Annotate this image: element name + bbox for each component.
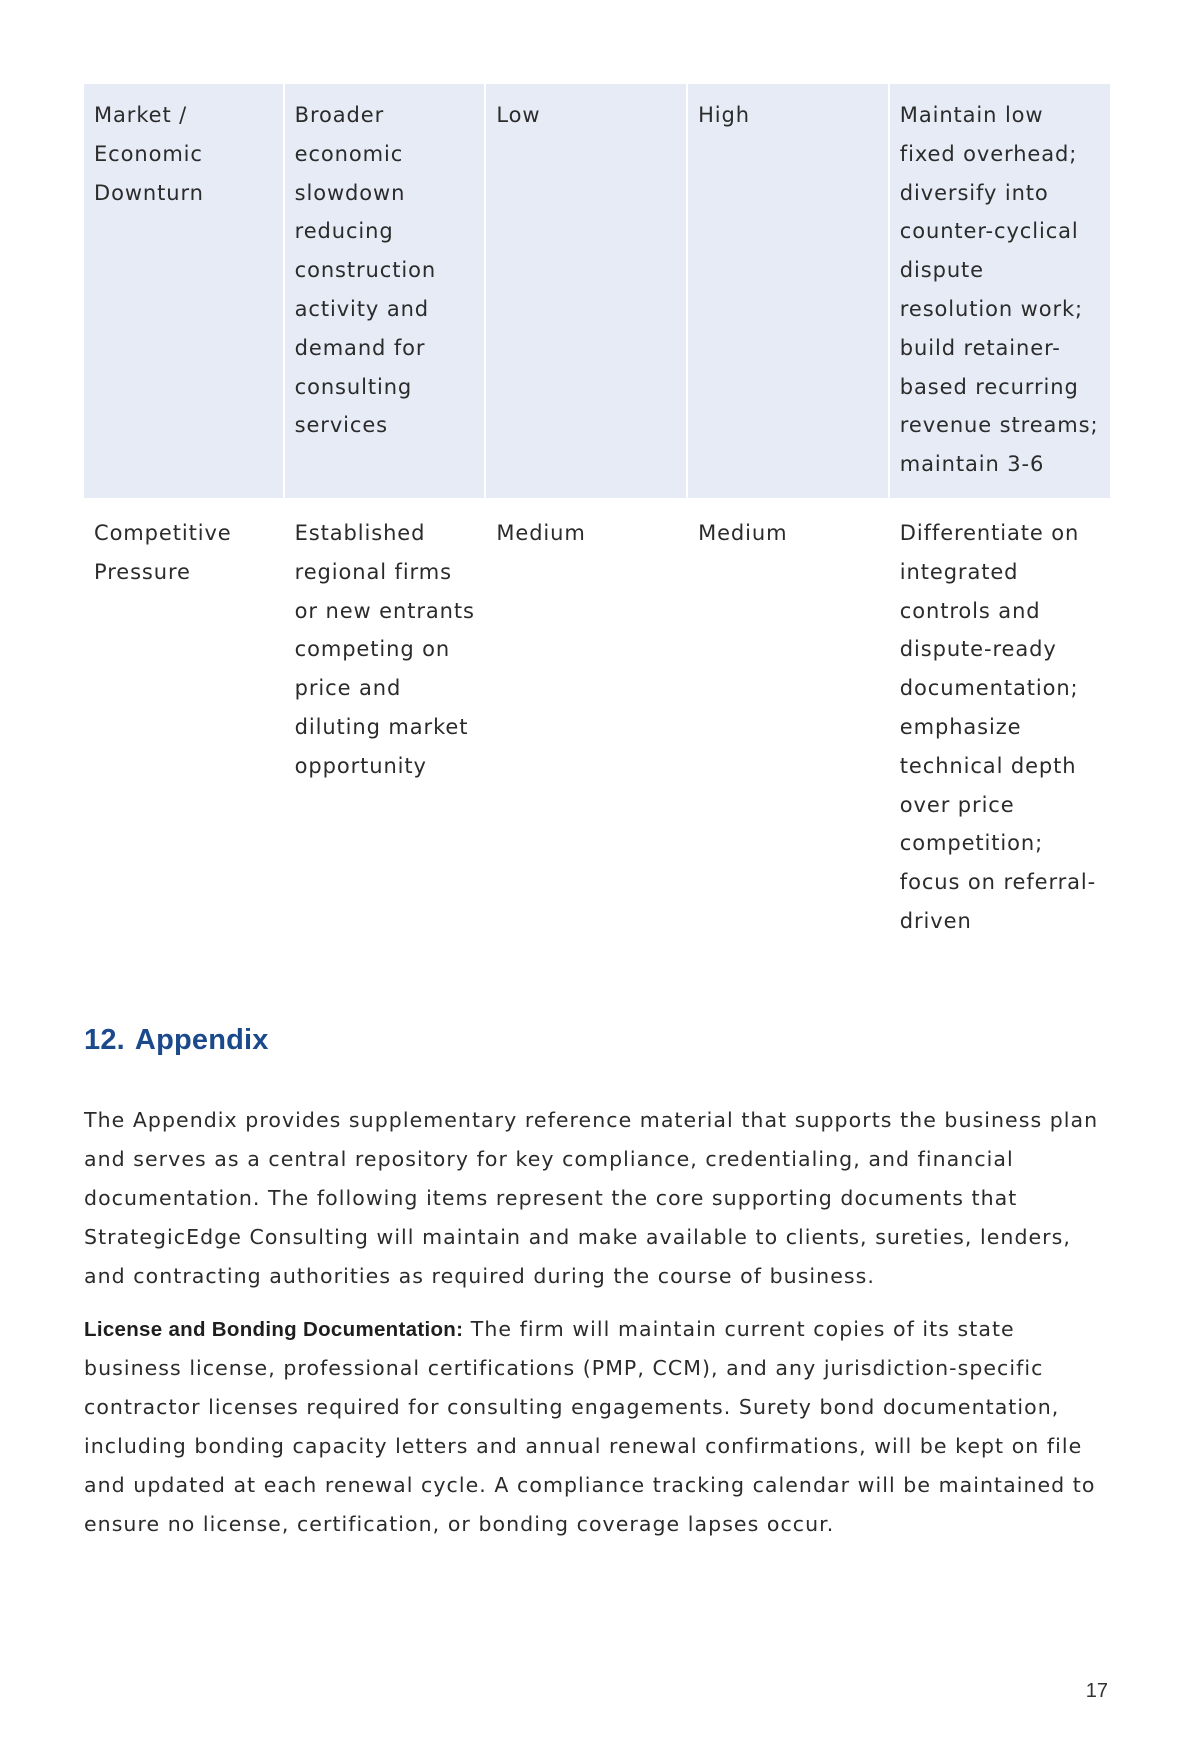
page-number: 17 <box>1085 1680 1108 1702</box>
section-number: 12. <box>84 1024 125 1056</box>
risk-description-cell: Broader economic slowdown reducing construction activity and demand for consulting services <box>285 84 487 498</box>
section-heading <box>84 1024 269 1057</box>
risk-description-cell: Established regional firms or new entrants competing on price and diluting market opportunity <box>294 520 475 778</box>
likelihood-cell: Medium <box>496 520 586 545</box>
impact-cell: High <box>688 84 890 498</box>
impact-cell: Medium <box>698 520 788 545</box>
likelihood-cell: Low <box>486 84 688 498</box>
mitigation-cell: Maintain low fixed overhead; diversify into counter-cyclical dispute resolution work; build retainer-based recurring revenue streams; maintain 3-6 <box>890 84 1110 498</box>
section-title: Appendix <box>134 1024 269 1056</box>
risk-name-cell: Competitive Pressure <box>94 520 232 584</box>
paragraph-body: The firm will maintain current copies of its state business license, professional certifications (PMP, CCM), and any jurisdiction-specific contractor licenses required for consulting engagements. Surety bond documentation, including bonding capacity letters and annual renewal confirmations, will be kept on file and updated at each renewal cycle. A compliance tracking calendar will be maintained to ensure no license, certification, or bonding coverage lapses occur. <box>84 1317 1096 1536</box>
risk-table <box>84 84 1110 955</box>
risk-name-cell: Market / Economic Downturn <box>84 84 285 498</box>
license-bonding-paragraph <box>84 1310 1114 1544</box>
table-row <box>84 498 1110 955</box>
paragraph-lead-label: License and Bonding Documentation: <box>84 1318 464 1341</box>
table-row <box>84 84 1110 498</box>
appendix-intro-paragraph: The Appendix provides supplementary reference material that supports the business plan and serves as a central repository for key compliance, credentialing, and financial documentation. The following items represent the core supporting documents that StrategicEdge Consulting will maintain and make available to clients, sureties, lenders, and contracting authorities as required during the course of business. <box>84 1108 1099 1288</box>
mitigation-cell: Differentiate on integrated controls and dispute-ready documentation; emphasize technical depth over price competition; focus on referral-driven <box>899 520 1097 933</box>
